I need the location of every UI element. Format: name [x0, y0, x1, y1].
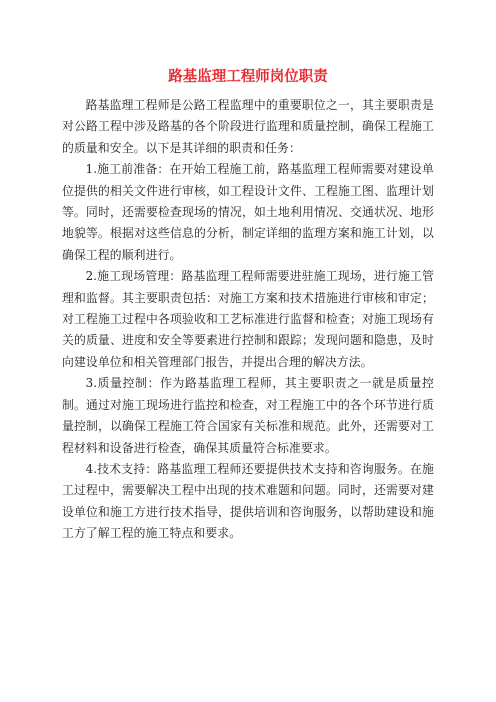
paragraph-site-management: 2.施工现场管理：路基监理工程师需要进驻施工现场，进行施工管理和监督。其主要职责包括：对施工方案和技术措施进行审核和审定；对工程施工过程中各项验收和工艺标准进行监督和检查；对施工现场有关的质量、进度和安全等要素进行控制和跟踪；发现问题和隐患，及时向建设单位和相关管理部门报告，并提出合理的解决方法。 — [62, 269, 434, 369]
paragraph-quality-control: 3.质量控制：作为路基监理工程师，其主要职责之一就是质量控制。通过对施工现场进行监控和检查，对工程施工中的各个环节进行质量控制，以确保工程施工符合国家有关标准和规范。此外，还需要对工程材料和设备进行检查，确保其质量符合标准要求。 — [62, 376, 434, 455]
intro-paragraph: 路基监理工程师是公路工程监理中的重要职位之一，其主要职责是对公路工程中涉及路基的各个阶段进行监理和质量控制，确保工程施工的质量和安全。以下是其详细的职责和任务： — [62, 98, 434, 155]
paragraph-pre-construction-preparation: 1.施工前准备：在开始工程施工前，路基监理工程师需要对建设单位提供的相关文件进行审核，如工程设计文件、工程施工图、监理计划等。同时，还需要检查现场的情况，如土地利用情况、交通状况、地形地貌等。根据对这些信息的分析，制定详细的监理方案和施工计划，以确保工程的顺利进行。 — [62, 162, 434, 262]
paragraph-technical-support: 4.技术支持：路基监理工程师还要提供技术支持和咨询服务。在施工过程中，需要解决工程中出现的技术难题和问题。同时，还需要对建设单位和施工方进行技术指导，提供培训和咨询服务，以帮助建设和施工方了解工程的施工特点和要求。 — [62, 461, 434, 541]
document-body — [62, 95, 434, 545]
page-title: 路基监理工程师岗位职责 — [168, 69, 328, 85]
